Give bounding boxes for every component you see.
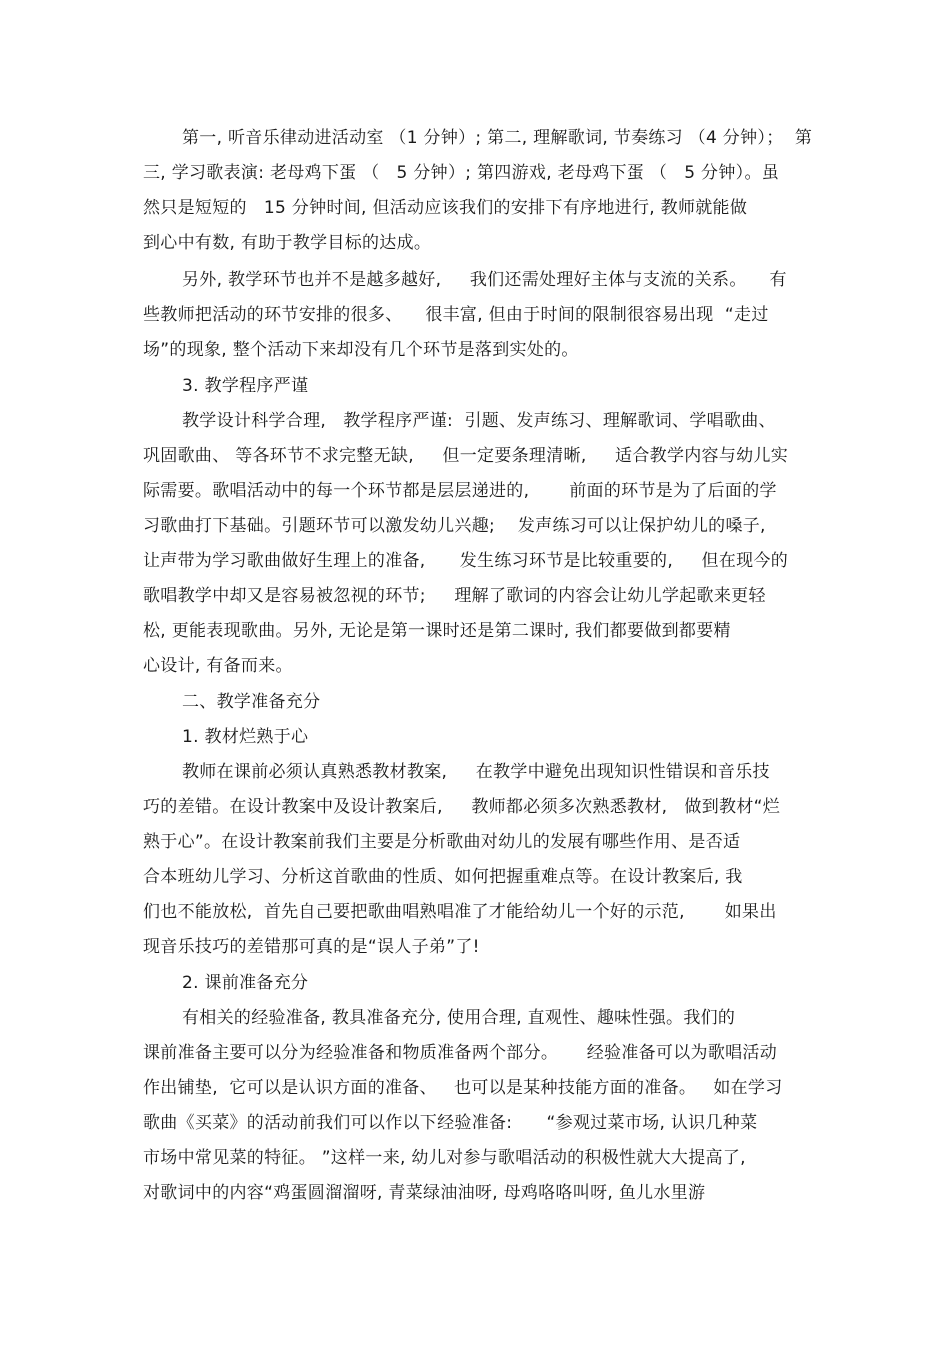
text-line: 松, 更能表现歌曲。另外, 无论是第一课时还是第二课时, 我们都要做到都要精 (143, 621, 731, 641)
subsection-heading: 2. 课前准备充分 (182, 973, 309, 993)
text-line: 歌曲《买菜》的活动前我们可以作以下经验准备: “参观过菜市场, 认识几种菜 (143, 1113, 758, 1133)
text-line: 心设计, 有备而来。 (143, 656, 293, 676)
text-line: 习歌曲打下基础。引题环节可以激发幼儿兴趣; 发声练习可以让保护幼儿的嗓子, (143, 516, 766, 536)
text-line: 现音乐技巧的差错那可真的是“误人子弟”了! (143, 937, 480, 957)
text-line: 些教师把活动的环节安排的很多、 很丰富, 但由于时间的限制很容易出现 “走过 (143, 305, 769, 325)
text-line: 到心中有数, 有助于教学目标的达成。 (143, 233, 432, 253)
text-line: 三, 学习歌表演: 老母鸡下蛋 （ 5 分钟）; 第四游戏, 老母鸡下蛋 （ 5 分钟）。虽 (143, 163, 780, 183)
text-line: 作出铺垫, 它可以是认识方面的准备、 也可以是某种技能方面的准备。 如在学习 (143, 1078, 783, 1098)
text-line: 巩固歌曲、 等各环节不求完整无缺, 但一定要条理清晰, 适合教学内容与幼儿实 (143, 446, 789, 466)
text-line: 另外, 教学环节也并不是越多越好, 我们还需处理好主体与支流的关系。 有 (182, 270, 787, 290)
section-heading: 二、教学准备充分 (182, 692, 321, 712)
text-line: 有相关的经验准备, 教具准备充分, 使用合理, 直观性、趣味性强。我们的 (182, 1008, 736, 1028)
text-line: 让声带为学习歌曲做好生理上的准备, 发生练习环节是比较重要的, 但在现今的 (143, 551, 789, 571)
text-line: 教学设计科学合理, 教学程序严谨: 引题、发声练习、理解歌词、学唱歌曲、 (182, 411, 776, 431)
text-line: 对歌词中的内容“鸡蛋圆溜溜呀, 青菜绿油油呀, 母鸡咯咯叫呀, 鱼儿水里游 (143, 1183, 706, 1203)
text-line: 际需要。歌唱活动中的每一个环节都是层层递进的, 前面的环节是为了后面的学 (143, 481, 777, 501)
text-line: 然只是短短的 15 分钟时间, 但活动应该我们的安排下有序地进行, 教师就能做 (143, 198, 748, 218)
text-line: 市场中常见菜的特征。 ”这样一来, 幼儿对参与歌唱活动的积极性就大大提高了, (143, 1148, 746, 1168)
text-line: 歌唱教学中却又是容易被忽视的环节; 理解了歌词的内容会让幼儿学起歌来更轻 (143, 586, 766, 606)
text-line: 场”的现象, 整个活动下来却没有几个环节是落到实处的。 (143, 340, 579, 360)
subsection-heading: 1. 教材烂熟于心 (182, 727, 309, 747)
text-line: 们也不能放松, 首先自己要把歌曲唱熟唱准了才能给幼儿一个好的示范, 如果出 (143, 902, 777, 922)
section-heading: 3. 教学程序严谨 (182, 376, 309, 396)
text-line: 课前准备主要可以分为经验准备和物质准备两个部分。 经验准备可以为歌唱活动 (143, 1043, 778, 1063)
text-line: 巧的差错。在设计教案中及设计教案后, 教师都必须多次熟悉教材, 做到教材“烂 (143, 797, 781, 817)
text-line: 合本班幼儿学习、分析这首歌曲的性质、如何把握重难点等。在设计教案后, 我 (143, 867, 743, 887)
text-line: 第一, 听音乐律动进活动室 （1 分钟）; 第二, 理解歌词, 节奏练习 （4 分钟）； 第 (182, 128, 813, 148)
text-line: 熟于心”。在设计教案前我们主要是分析歌曲对幼儿的发展有哪些作用、是否适 (143, 832, 741, 852)
text-line: 教师在课前必须认真熟悉教材教案, 在教学中避免出现知识性错误和音乐技 (182, 762, 770, 782)
